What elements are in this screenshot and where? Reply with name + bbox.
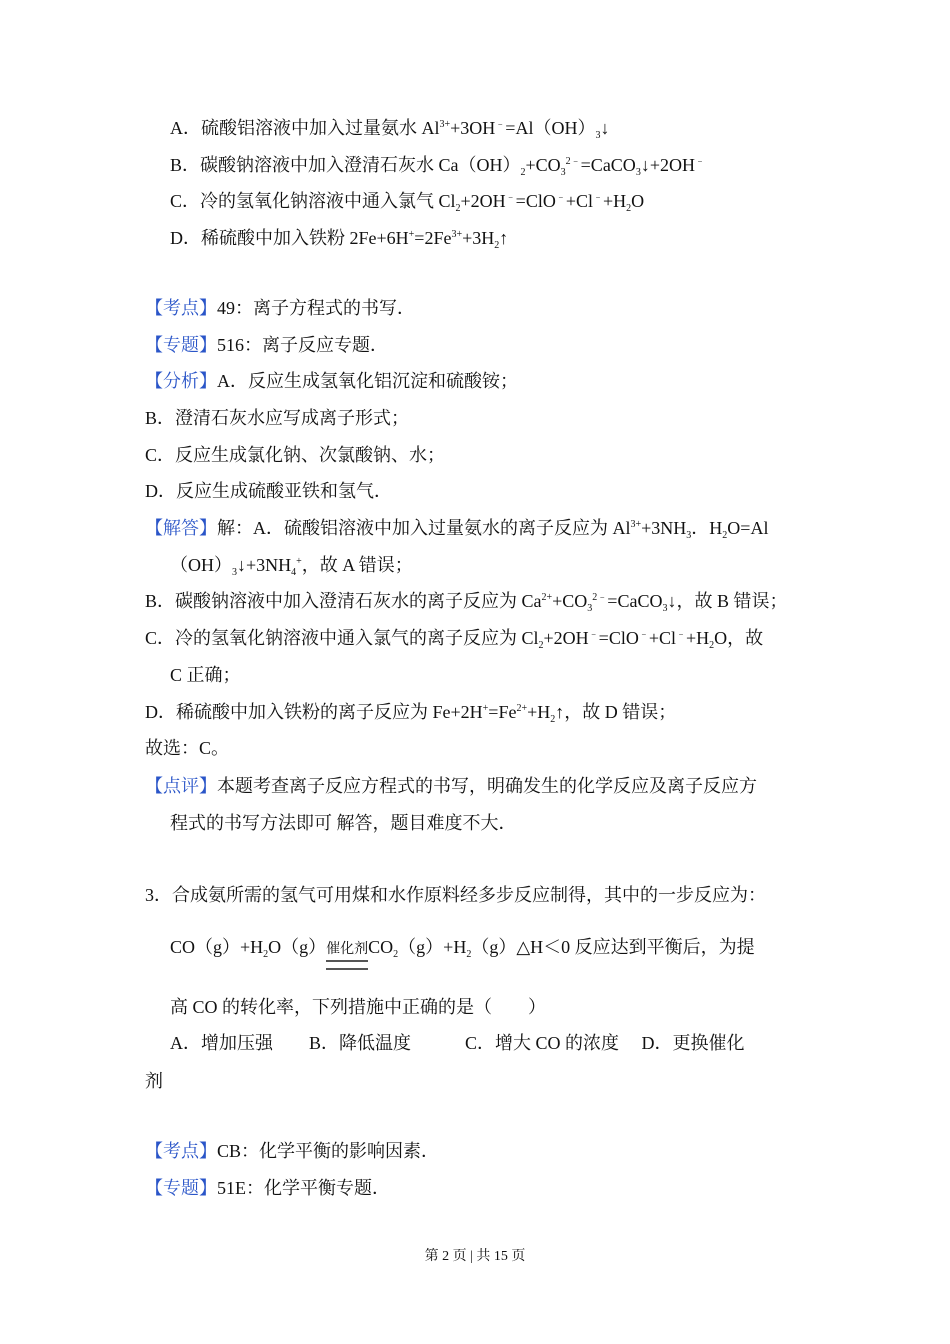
text-line xyxy=(170,811,517,835)
text-segment: B．碳酸钠溶液中加入澄清石灰水的离子反应为 Ca xyxy=(145,591,542,611)
section-label: 【点评】 xyxy=(145,776,217,796)
text-segment: 2 xyxy=(520,167,526,178)
text-line xyxy=(145,626,763,650)
text-line xyxy=(145,883,766,907)
text-segment: 2 xyxy=(626,203,632,214)
text-segment: ↑ xyxy=(499,228,509,248)
text-segment: 剂 xyxy=(145,1071,163,1091)
text-segment: 2 xyxy=(550,714,556,725)
text-segment: 3+ xyxy=(439,119,451,130)
text-line xyxy=(170,553,413,577)
text-segment: =ClO xyxy=(515,191,556,211)
text-line xyxy=(145,1069,163,1093)
text-segment: + xyxy=(482,703,489,714)
text-segment: D．稀硫酸中加入铁粉 2Fe+6H xyxy=(170,228,409,248)
text-segment: 49：离子方程式的书写． xyxy=(217,298,415,318)
text-segment: A．增加压强 B．降低温度 C．增大 CO 的浓度 D．更换催化 xyxy=(170,1033,745,1053)
text-segment: =2Fe xyxy=(414,228,452,248)
text-segment: 516：离子反应专题． xyxy=(217,335,388,355)
text-line xyxy=(170,663,241,687)
text-segment: 高 CO 的转化率，下列措施中正确的是（ ） xyxy=(170,997,547,1017)
text-segment: O（g） xyxy=(268,937,327,957)
text-segment: 本题考查离子反应方程式的书写，明确发生的化学反应及离子反应方 xyxy=(217,776,757,796)
text-segment: 2﹣ xyxy=(565,156,581,167)
text-line xyxy=(170,995,546,1019)
text-line xyxy=(170,935,755,961)
text-segment: CO（g）+H xyxy=(170,937,264,957)
text-segment: 3 xyxy=(635,167,641,178)
text-line xyxy=(170,153,705,177)
text-segment: 2 xyxy=(538,640,544,651)
text-line xyxy=(170,226,508,250)
text-segment: 3+ xyxy=(630,519,642,530)
text-segment: C 正确； xyxy=(170,665,241,685)
text-segment: ﹣ xyxy=(505,192,516,203)
text-line xyxy=(145,406,409,430)
text-segment: ﹣ xyxy=(588,629,599,640)
text-segment: O xyxy=(631,191,645,211)
text-segment: =Al（OH） xyxy=(505,118,596,138)
text-segment: ↓，故 B 错误； xyxy=(667,591,788,611)
text-segment: +3NH xyxy=(641,518,687,538)
text-segment: 3 xyxy=(595,130,601,141)
text-segment: 3．合成氨所需的氢气可用煤和水作原料经多步反应制得，其中的一步反应为： xyxy=(145,885,766,905)
text-segment: ↓+2OH xyxy=(640,155,695,175)
text-segment: ﹣ xyxy=(495,119,506,130)
text-segment: +H xyxy=(603,191,627,211)
section-label: 【专题】 xyxy=(145,335,217,355)
text-line xyxy=(145,700,676,724)
section-label: 【分析】 xyxy=(145,371,217,391)
text-line xyxy=(145,774,757,798)
text-segment: +2OH xyxy=(460,191,506,211)
text-segment: 2﹣ xyxy=(592,592,608,603)
text-segment: 2 xyxy=(722,530,728,541)
text-segment: 2+ xyxy=(541,592,553,603)
text-segment: +H xyxy=(686,628,710,648)
text-segment: +3OH xyxy=(450,118,496,138)
text-segment: CO xyxy=(368,937,394,957)
text-segment: +Cl xyxy=(565,191,594,211)
text-segment: +CO xyxy=(525,155,561,175)
text-segment: C．冷的氢氧化钠溶液中通入氯气的离子反应为 Cl xyxy=(145,628,539,648)
text-line xyxy=(145,443,445,467)
text-segment: 3+ xyxy=(451,229,463,240)
text-segment: 3 xyxy=(232,567,237,578)
page-footer: 第 2 页 | 共 15 页 xyxy=(424,1249,526,1264)
text-line xyxy=(145,736,229,760)
text-line xyxy=(170,1031,745,1055)
text-segment: A．硫酸铝溶液中加入过量氨水 Al xyxy=(170,118,440,138)
text-line xyxy=(145,333,388,357)
section-label: 【考点】 xyxy=(145,298,217,318)
text-segment: O=Al xyxy=(727,518,769,538)
text-segment: O，故 xyxy=(714,628,764,648)
text-segment: （g）+H xyxy=(398,937,467,957)
text-line xyxy=(145,296,415,320)
text-segment: B．碳酸钠溶液中加入澄清石灰水 Ca（OH） xyxy=(170,155,521,175)
text-segment: ﹣ xyxy=(694,156,705,167)
text-segment: 2 xyxy=(393,949,399,960)
text-segment: ↑，故 D 错误； xyxy=(555,702,677,722)
text-line xyxy=(145,479,392,503)
text-segment: 2 xyxy=(709,640,715,651)
text-segment: + xyxy=(408,229,415,240)
text-segment: 2 xyxy=(263,949,269,960)
text-segment: +H xyxy=(527,702,551,722)
text-segment: D．稀硫酸中加入铁粉的离子反应为 Fe+2H xyxy=(145,702,483,722)
text-segment: 故选：C。 xyxy=(145,738,230,758)
text-segment: ．H xyxy=(691,518,723,538)
text-segment: C．冷的氢氧化钠溶液中通入氯气 Cl xyxy=(170,191,456,211)
text-segment: B．澄清石灰水应写成离子形式； xyxy=(145,408,410,428)
text-segment: 解：A．硫酸铝溶液中加入过量氨水的离子反应为 Al xyxy=(217,518,631,538)
equilibrium-arrow-catalyst: 催化剂 xyxy=(326,937,368,961)
text-segment: 51E：化学平衡专题． xyxy=(217,1178,390,1198)
text-segment: （OH） xyxy=(170,555,232,575)
text-segment: 3 xyxy=(560,167,566,178)
text-segment: ↓ xyxy=(600,118,610,138)
text-line xyxy=(170,189,644,213)
text-segment: +Cl xyxy=(648,628,677,648)
text-segment: CB：化学平衡的影响因素． xyxy=(217,1141,440,1161)
text-segment: +2OH xyxy=(543,628,589,648)
text-segment: 3 xyxy=(686,530,692,541)
text-segment: =ClO xyxy=(598,628,639,648)
text-segment: 2 xyxy=(466,949,472,960)
text-segment: 2 xyxy=(455,203,461,214)
text-segment: （g）△H＜0 反应达到平衡后，为提 xyxy=(471,937,755,957)
text-segment: 3 xyxy=(587,603,593,614)
text-segment: 2 xyxy=(494,240,500,251)
text-segment: 2+ xyxy=(516,703,528,714)
section-label: 【专题】 xyxy=(145,1178,217,1198)
text-line xyxy=(145,516,768,540)
section-label: 【解答】 xyxy=(145,518,217,538)
text-line xyxy=(145,589,787,613)
text-segment: ﹣ xyxy=(638,629,649,640)
text-line xyxy=(145,369,518,393)
text-line xyxy=(145,1176,390,1200)
section-label: 【考点】 xyxy=(145,1141,217,1161)
text-segment: A．反应生成氢氧化铝沉淀和硫酸铵； xyxy=(217,371,518,391)
text-segment: + xyxy=(296,556,302,567)
text-segment: 3 xyxy=(662,603,668,614)
text-segment: D．反应生成硫酸亚铁和氢气． xyxy=(145,481,392,501)
text-segment: 4 xyxy=(291,567,297,578)
text-segment: 程式的书写方法即可 解答，题目难度不大． xyxy=(170,813,517,833)
text-segment: +CO xyxy=(552,591,588,611)
text-segment: ﹣ xyxy=(676,629,687,640)
text-line xyxy=(145,1139,439,1163)
text-segment: =CaCO xyxy=(607,591,663,611)
text-segment: +3H xyxy=(462,228,495,248)
text-segment: =CaCO xyxy=(580,155,636,175)
text-segment: ﹣ xyxy=(593,192,604,203)
text-segment: ﹣ xyxy=(555,192,566,203)
text-segment: C．反应生成氯化钠、次氯酸钠、水； xyxy=(145,445,446,465)
text-segment: ↓+3NH xyxy=(237,555,292,575)
text-line xyxy=(170,116,609,140)
text-segment: =Fe xyxy=(488,702,517,722)
text-segment: ，故 A 错误； xyxy=(301,555,413,575)
